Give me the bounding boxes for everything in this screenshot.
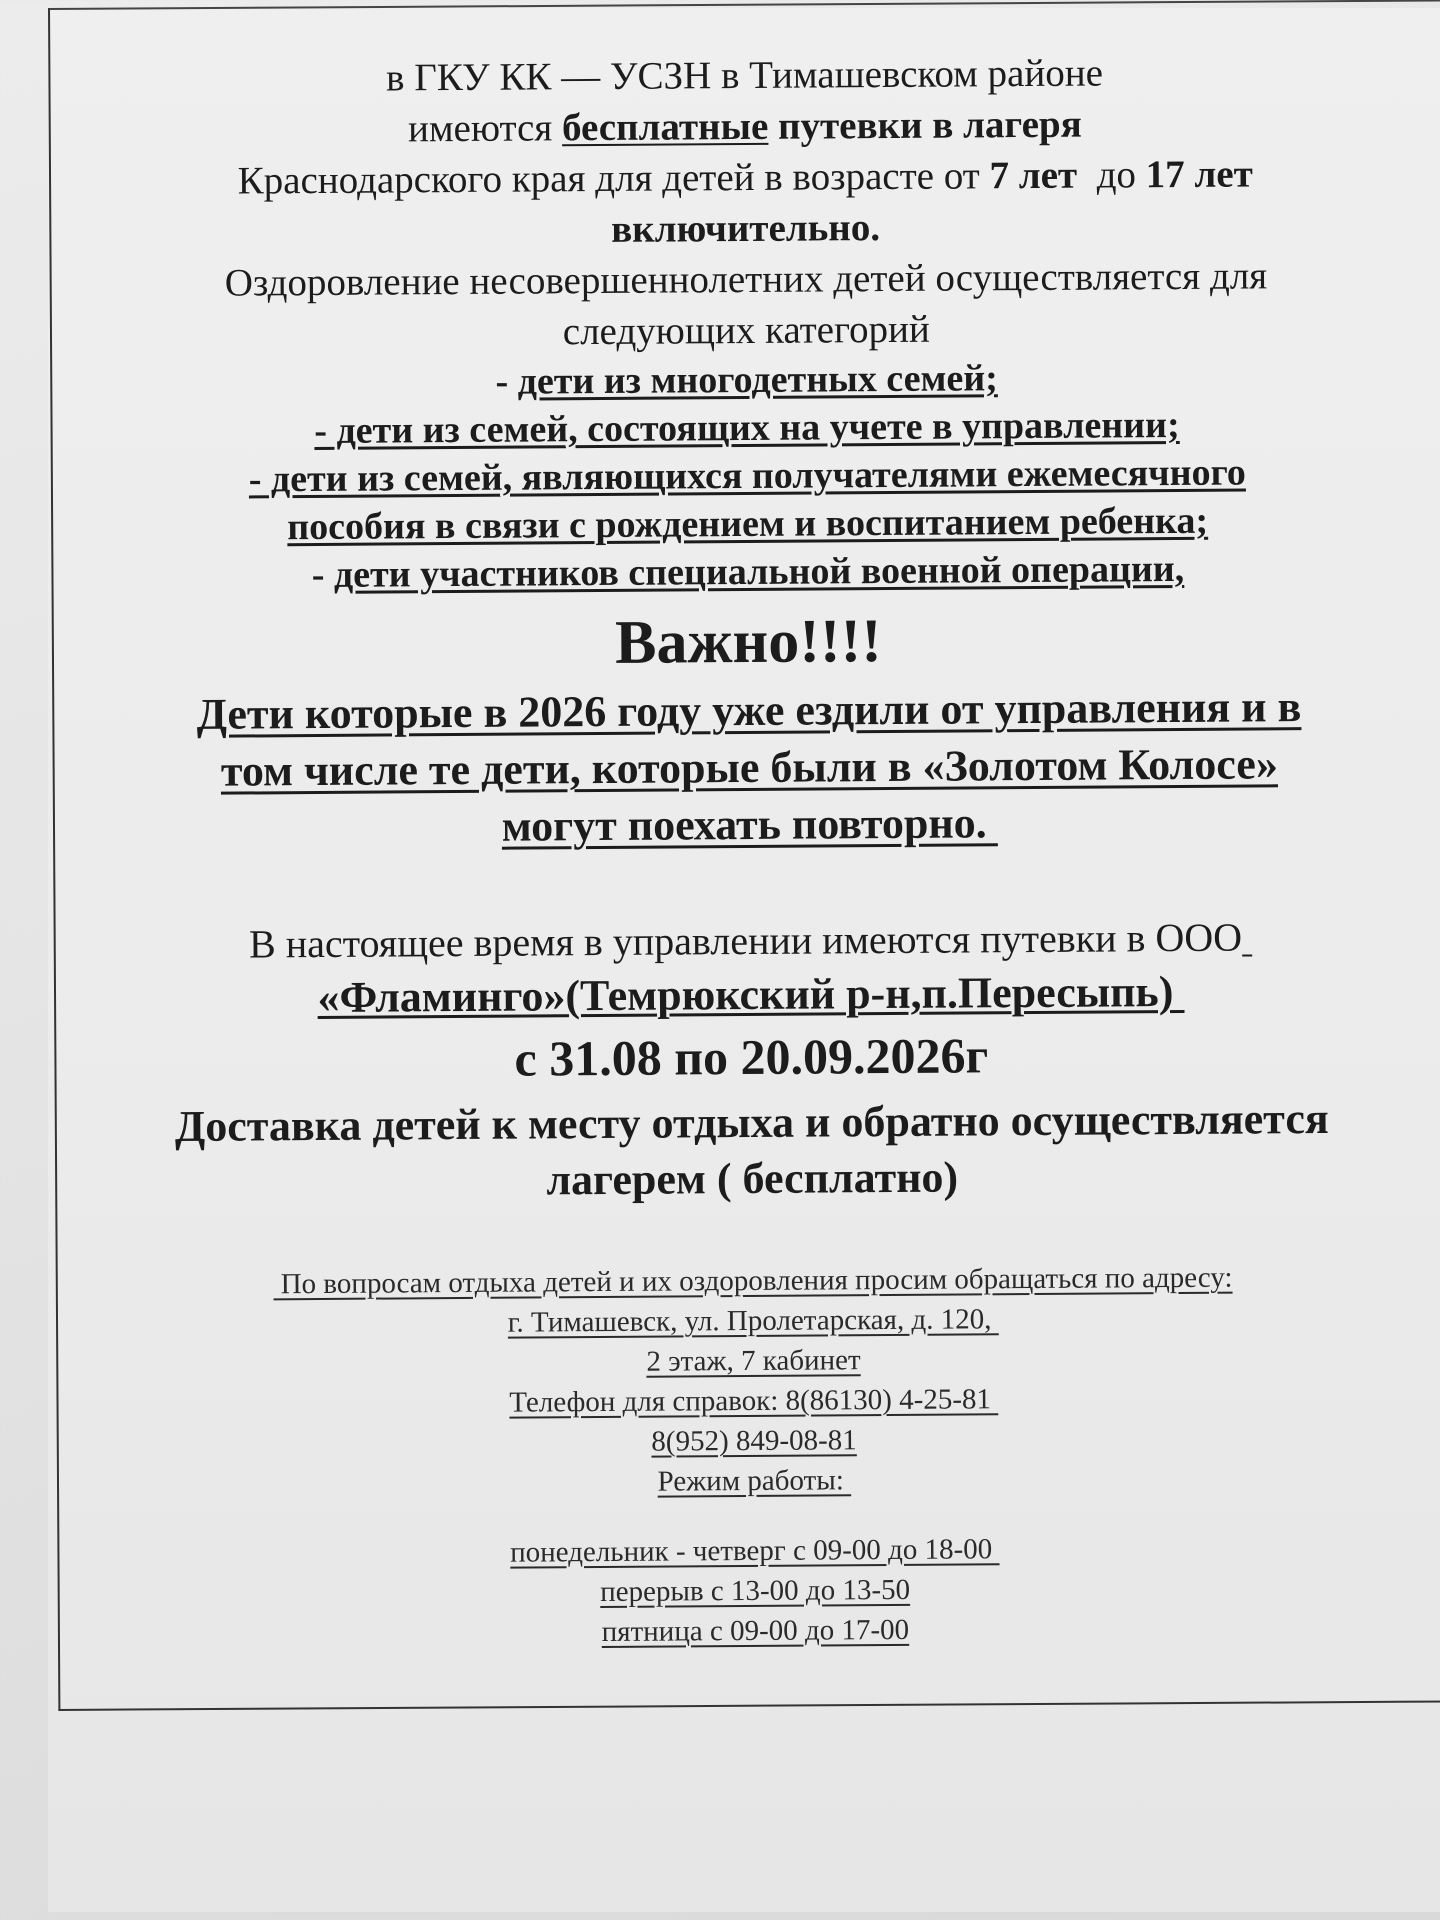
intro-line-health: Оздоровление несовершеннолетних детей осуществляется для [224, 254, 1268, 305]
important-note [53, 677, 1440, 858]
important-heading: Важно!!!! [614, 607, 883, 677]
intro-line-categories: следующих категорий [562, 307, 930, 354]
intro-line-inclusive: включительно. [610, 206, 881, 251]
contacts-phone: Телефон для справок: 8(86130) 4-25-81 [509, 1383, 999, 1419]
notice-document [48, 0, 1440, 1656]
intro-line-organization: в ГКУ КК — УСЗН в Тимашевском районе [385, 51, 1104, 100]
intro-line-age-range: Краснодарского края для детей в возрасте от 7 лет до 17 лет [237, 152, 1253, 203]
hours-line: перерыв с 13-00 до 13-50 [600, 1573, 911, 1609]
contacts-intro: По вопросам отдыха детей и их оздоровления просим обращаться по адресу: [273, 1261, 1233, 1301]
contacts-block [57, 1256, 1440, 1656]
note-line: Дети которые в 2026 году уже ездили от управления и в [196, 682, 1302, 739]
categories-list [51, 351, 1440, 601]
age-to: 17 лет [1145, 152, 1253, 197]
contacts-floor: 2 этаж, 7 кабинет [646, 1344, 861, 1378]
category-item: - дети из многодетных семей; [495, 357, 998, 403]
intro-line-free-vouchers: имеются бесплатные путевки в лагеря [407, 102, 1082, 151]
note-line: могут поехать повторно. [501, 798, 998, 851]
free-word: бесплатные [561, 104, 769, 150]
age-from: 7 лет [989, 153, 1078, 198]
contacts-address: г. Тимашевск, ул. Пролетарская, д. 120, [507, 1303, 999, 1339]
category-item: - дети из семей, являющихся получателями ежемесячного [248, 451, 1246, 501]
category-item-continuation: пособия в связи с рождением и воспитанием ребенка; [287, 499, 1209, 549]
camp-name: «Фламинго»(Темрюкский р-н,п.Пересыпь) [317, 966, 1185, 1023]
note-line: том числе те дети, которые были в «Золотом Колосе» [220, 739, 1279, 796]
hours-line: пятница с 09-00 до 17-00 [601, 1613, 910, 1649]
intro-block [48, 45, 1440, 361]
hours-title: Режим работы: [657, 1464, 852, 1498]
delivery-info: Доставка детей к месту отдыха и обратно осуществляется лагерем ( бесплатно) [174, 1093, 1329, 1205]
camp-dates: с 31.08 по 20.09.2026г [514, 1027, 989, 1087]
category-item: - дети участников специальной военной операции, [311, 547, 1185, 597]
contacts-phone-mobile: 8(952) 849-08-81 [651, 1424, 857, 1458]
category-item: - дети из семей, состоящих на учете в управлении; [314, 403, 1180, 453]
offer-line: В настоящее время в управлении имеются путевки в ООО [248, 914, 1243, 967]
hours-line: понедельник - четверг с 09-00 до 18-00 [510, 1533, 1000, 1569]
